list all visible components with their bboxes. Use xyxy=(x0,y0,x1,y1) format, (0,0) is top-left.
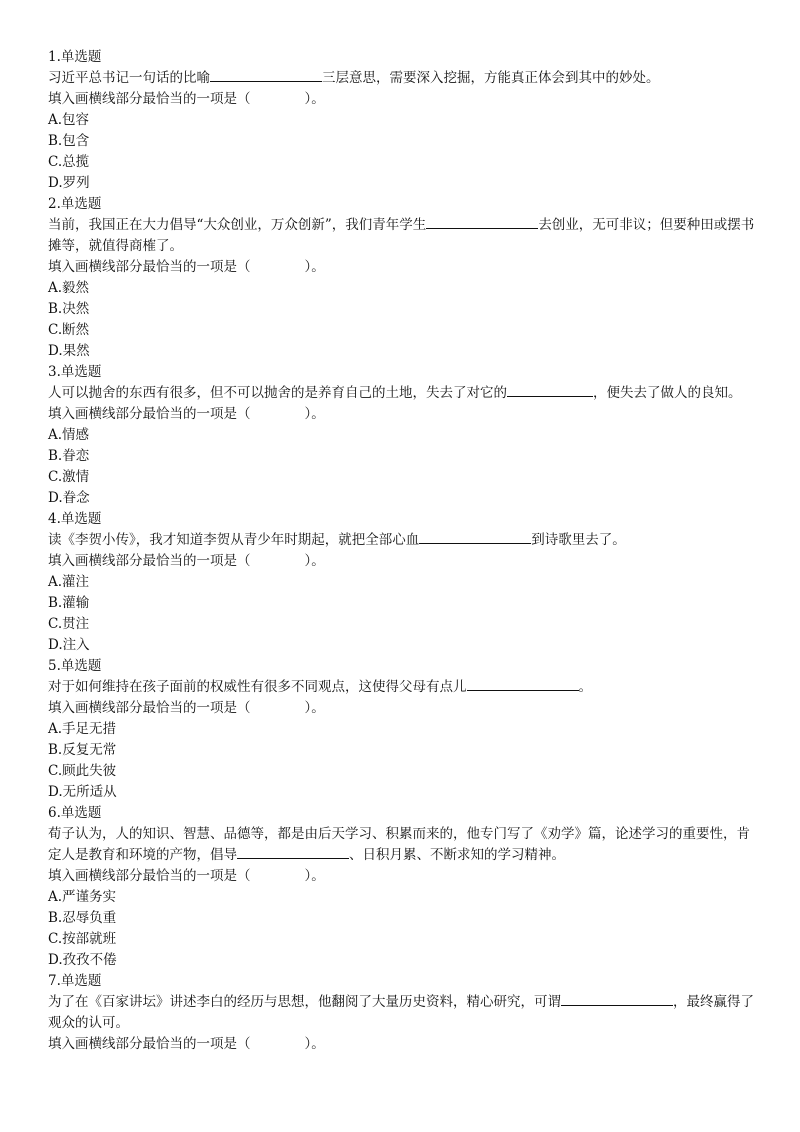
question-block xyxy=(48,509,760,656)
stem-text-before: 读《李贺小传》，我才知道李贺从青少年时期起，就把全部心血 xyxy=(48,532,420,548)
question-stem xyxy=(48,824,760,866)
answer-option: A.包容 xyxy=(48,112,90,128)
question-prompt: 填入画横线部分最恰当的一项是（ ）。 xyxy=(48,553,325,569)
question-block xyxy=(48,803,760,971)
answer-option: B.包含 xyxy=(48,133,90,149)
question-header: 3.单选题 xyxy=(48,364,102,380)
answer-option: C.按部就班 xyxy=(48,931,117,947)
question-prompt: 填入画横线部分最恰当的一项是（ ）。 xyxy=(48,259,325,275)
answer-blank xyxy=(507,383,593,397)
answer-option: A.情感 xyxy=(48,427,90,443)
answer-option: B.反复无常 xyxy=(48,742,117,758)
question-header: 4.单选题 xyxy=(48,511,102,527)
stem-text-before: 为了在《百家讲坛》讲述李白的经历与思想，他翻阅了大量历史资料，精心研究，可谓 xyxy=(48,994,561,1010)
answer-option: B.眷恋 xyxy=(48,448,90,464)
stem-text-after: 到诗歌里去了。 xyxy=(531,532,626,548)
stem-text-after: 三层意思，需要深入挖掘，方能真正体会到其中的妙处。 xyxy=(322,70,660,86)
answer-option: D.孜孜不倦 xyxy=(48,952,117,968)
answer-option: A.严谨务实 xyxy=(48,889,117,905)
stem-text-before: 荀子认为，人的知识、智慧、品德等，都是由后天学习、积累而来的，他专门写了《劝学》篇，论述学习的重要性，肯定人是教育和环境的产物，倡导 xyxy=(48,826,750,863)
answer-blank xyxy=(210,68,322,82)
question-stem xyxy=(48,68,760,89)
stem-text-before: 对于如何维持在孩子面前的权威性有很多不同观点，这使得父母有点儿 xyxy=(48,679,467,695)
answer-blank xyxy=(467,677,579,691)
question-stem xyxy=(48,530,760,551)
question-header: 5.单选题 xyxy=(48,658,102,674)
question-header: 7.单选题 xyxy=(48,973,102,989)
question-prompt: 填入画横线部分最恰当的一项是（ ）。 xyxy=(48,700,325,716)
question-header: 2.单选题 xyxy=(48,196,102,212)
question-header: 1.单选题 xyxy=(48,49,102,65)
stem-text-before: 当前，我国正在大力倡导“大众创业，万众创新”，我们青年学生 xyxy=(48,217,427,233)
answer-option: C.总揽 xyxy=(48,154,90,170)
question-block xyxy=(48,47,760,194)
answer-option: C.顾此失彼 xyxy=(48,763,117,779)
stem-text-before: 习近平总书记一句话的比喻 xyxy=(48,70,210,86)
question-stem xyxy=(48,215,760,257)
question-prompt: 填入画横线部分最恰当的一项是（ ）。 xyxy=(48,406,325,422)
answer-blank xyxy=(426,215,538,229)
stem-text-after: 去创业，无可非议；但要种田或摆书摊等，就值得商榷了。 xyxy=(48,217,755,254)
answer-option: A.灌注 xyxy=(48,574,90,590)
question-block xyxy=(48,971,760,1055)
stem-text-after: 、日积月累、不断求知的学习精神。 xyxy=(349,847,565,863)
question-header: 6.单选题 xyxy=(48,805,102,821)
answer-option: C.断然 xyxy=(48,322,90,338)
stem-text-after: ，便失去了做人的良知。 xyxy=(593,385,742,401)
question-prompt: 填入画横线部分最恰当的一项是（ ）。 xyxy=(48,868,325,884)
answer-option: D.无所适从 xyxy=(48,784,117,800)
answer-option: D.眷念 xyxy=(48,490,90,506)
answer-blank xyxy=(237,845,349,859)
question-block xyxy=(48,362,760,509)
question-stem xyxy=(48,383,760,404)
answer-option: A.手足无措 xyxy=(48,721,117,737)
answer-option: A.毅然 xyxy=(48,280,90,296)
question-stem xyxy=(48,992,760,1034)
stem-text-after: ，最终赢得了观众的认可。 xyxy=(48,994,754,1031)
answer-blank xyxy=(419,530,531,544)
answer-option: B.忍辱负重 xyxy=(48,910,117,926)
answer-option: C.贯注 xyxy=(48,616,90,632)
question-block xyxy=(48,656,760,803)
question-prompt: 填入画横线部分最恰当的一项是（ ）。 xyxy=(48,91,325,107)
answer-option: D.注入 xyxy=(48,637,90,653)
answer-option: D.果然 xyxy=(48,343,90,359)
answer-option: B.决然 xyxy=(48,301,90,317)
question-prompt: 填入画横线部分最恰当的一项是（ ）。 xyxy=(48,1036,325,1052)
question-block xyxy=(48,194,760,362)
stem-text-before: 人可以抛舍的东西有很多，但不可以抛舍的是养育自己的土地，失去了对它的 xyxy=(48,385,507,401)
question-stem xyxy=(48,677,760,698)
stem-text-after: 。 xyxy=(578,679,592,695)
answer-option: C.激情 xyxy=(48,469,90,485)
answer-option: B.灌输 xyxy=(48,595,90,611)
question-list xyxy=(48,47,760,1055)
answer-blank xyxy=(561,992,673,1006)
answer-option: D.罗列 xyxy=(48,175,90,191)
